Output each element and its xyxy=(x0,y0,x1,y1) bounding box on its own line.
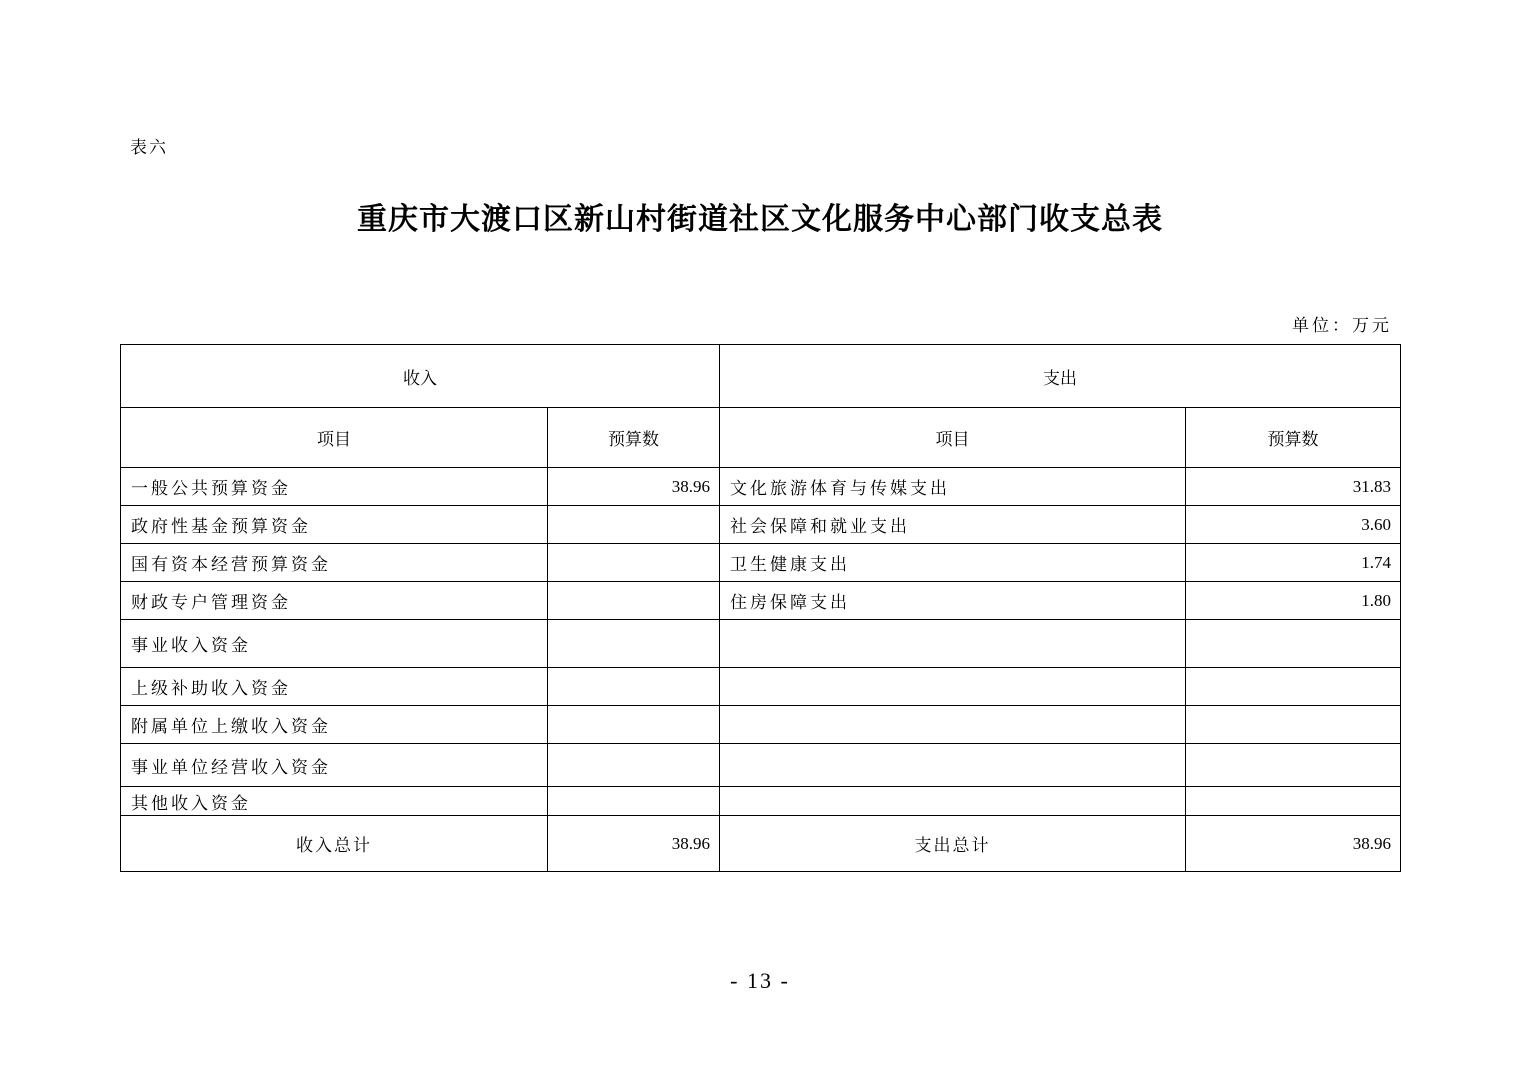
page-title: 重庆市大渡口区新山村街道社区文化服务中心部门收支总表 xyxy=(357,202,1163,237)
income-total-label: 收入总计 xyxy=(121,816,548,872)
income-item: 一般公共预算资金 xyxy=(121,468,548,506)
income-item: 上级补助收入资金 xyxy=(121,668,548,706)
totals-row xyxy=(121,816,1401,872)
income-item: 事业收入资金 xyxy=(121,620,548,668)
table-row xyxy=(121,468,1401,506)
expense-item xyxy=(720,744,1186,787)
table-row xyxy=(121,582,1401,620)
table-row xyxy=(121,668,1401,706)
income-item: 政府性基金预算资金 xyxy=(121,506,548,544)
income-value xyxy=(548,620,720,668)
expense-value xyxy=(1186,706,1401,744)
expense-value xyxy=(1186,787,1401,816)
income-value xyxy=(548,706,720,744)
table-row xyxy=(121,506,1401,544)
expense-value xyxy=(1186,620,1401,668)
expense-value xyxy=(1186,744,1401,787)
income-item: 其他收入资金 xyxy=(121,787,548,816)
expense-value xyxy=(1186,668,1401,706)
expense-item xyxy=(720,668,1186,706)
section-header-row xyxy=(121,345,1401,408)
expense-value: 3.60 xyxy=(1186,506,1401,544)
income-item-header: 项目 xyxy=(121,408,548,468)
income-header: 收入 xyxy=(121,345,720,408)
table-row xyxy=(121,544,1401,582)
income-item: 财政专户管理资金 xyxy=(121,582,548,620)
expense-total-label: 支出总计 xyxy=(720,816,1186,872)
income-value xyxy=(548,787,720,816)
expense-item-header: 项目 xyxy=(720,408,1186,468)
table-row xyxy=(121,620,1401,668)
income-value xyxy=(548,544,720,582)
expense-item: 社会保障和就业支出 xyxy=(720,506,1186,544)
expense-value: 31.83 xyxy=(1186,468,1401,506)
income-item: 事业单位经营收入资金 xyxy=(121,744,548,787)
income-value: 38.96 xyxy=(548,468,720,506)
table-label: 表六 xyxy=(130,138,168,158)
expense-budget-header: 预算数 xyxy=(1186,408,1401,468)
income-value xyxy=(548,506,720,544)
expense-item: 文化旅游体育与传媒支出 xyxy=(720,468,1186,506)
expense-item xyxy=(720,706,1186,744)
income-item: 国有资本经营预算资金 xyxy=(121,544,548,582)
expense-header: 支出 xyxy=(720,345,1401,408)
expense-item: 住房保障支出 xyxy=(720,582,1186,620)
expense-total-value: 38.96 xyxy=(1186,816,1401,872)
income-value xyxy=(548,582,720,620)
unit-note: 单位：万元 xyxy=(1292,316,1392,336)
budget-table xyxy=(120,344,1401,872)
expense-item xyxy=(720,787,1186,816)
income-budget-header: 预算数 xyxy=(548,408,720,468)
income-total-value: 38.96 xyxy=(548,816,720,872)
table-row xyxy=(121,787,1401,816)
page-number: - 13 - xyxy=(730,968,790,993)
expense-value: 1.80 xyxy=(1186,582,1401,620)
income-item: 附属单位上缴收入资金 xyxy=(121,706,548,744)
table-row xyxy=(121,744,1401,787)
expense-item xyxy=(720,620,1186,668)
income-value xyxy=(548,668,720,706)
expense-item: 卫生健康支出 xyxy=(720,544,1186,582)
expense-value: 1.74 xyxy=(1186,544,1401,582)
table-row xyxy=(121,706,1401,744)
column-header-row xyxy=(121,408,1401,468)
income-value xyxy=(548,744,720,787)
